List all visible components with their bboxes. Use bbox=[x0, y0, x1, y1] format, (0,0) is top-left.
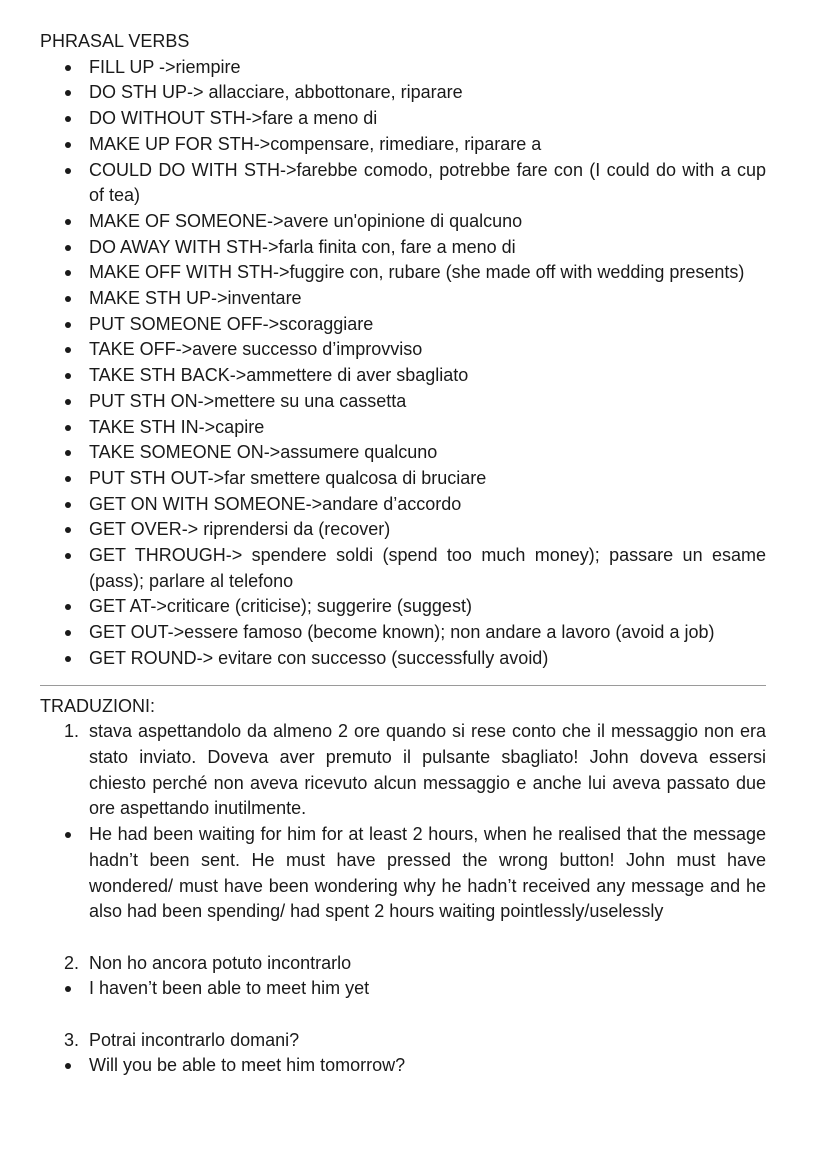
list-item-text: TAKE STH BACK->ammettere di aver sbagliato bbox=[89, 365, 469, 386]
bullet-icon bbox=[65, 399, 71, 405]
item-number: 2. bbox=[64, 952, 80, 973]
list-item bbox=[40, 466, 766, 492]
spacer bbox=[40, 925, 766, 951]
item-number: 1. bbox=[64, 721, 80, 742]
list-item-text: TAKE STH IN->capire bbox=[89, 416, 265, 437]
list-item-text: GET OUT->essere famoso (become known); non andare a lavoro (avoid a job) bbox=[89, 622, 715, 643]
list-item bbox=[40, 440, 766, 466]
traduzioni-heading: TRADUZIONI: bbox=[40, 695, 155, 716]
list-item-text: FILL UP ->riempire bbox=[89, 56, 241, 77]
bullet-icon bbox=[65, 116, 71, 122]
list-item-text: MAKE OF SOMEONE->avere un'opinione di qualcuno bbox=[89, 210, 523, 231]
list-item bbox=[40, 415, 766, 441]
bullet-icon bbox=[65, 90, 71, 96]
list-item-text: TAKE SOMEONE ON->assumere qualcuno bbox=[89, 442, 438, 463]
list-item-text: GET ON WITH SOMEONE->andare d’accordo bbox=[89, 493, 462, 514]
list-item-text: PUT SOMEONE OFF->scoraggiare bbox=[89, 313, 374, 334]
list-item-text: PUT STH ON->mettere su una cassetta bbox=[89, 390, 407, 411]
english-translation: He had been waiting for him for at least 2 hours, when he realised that the message hadn’t been sent. He must have pressed the wrong button! John must have wondered/ must have been wondering why he hadn’t received any message and he also had been spending/ had spent 2 hours waiting pointlessly/uselessly bbox=[89, 824, 766, 922]
bullet-icon bbox=[65, 270, 71, 276]
list-item bbox=[40, 976, 766, 1002]
bullet-icon bbox=[65, 604, 71, 610]
list-item bbox=[40, 363, 766, 389]
list-item-text: MAKE STH UP->inventare bbox=[89, 288, 302, 309]
bullet-icon bbox=[65, 142, 71, 148]
list-item bbox=[40, 106, 766, 132]
bullet-icon bbox=[65, 168, 71, 174]
list-item-text: GET THROUGH-> spendere soldi (spend too much money); passare un esame (pass); parlare al telefono bbox=[89, 545, 766, 591]
bullet-icon bbox=[65, 373, 71, 379]
english-translation: Will you be able to meet him tomorrow? bbox=[89, 1055, 406, 1076]
list-item bbox=[40, 517, 766, 543]
translation-list bbox=[40, 1053, 766, 1079]
spacer bbox=[40, 1002, 766, 1028]
list-item-text: DO WITHOUT STH->fare a meno di bbox=[89, 108, 378, 129]
bullet-icon bbox=[65, 832, 71, 838]
bullet-icon bbox=[65, 347, 71, 353]
bullet-icon bbox=[65, 425, 71, 431]
italian-sentence: Non ho ancora potuto incontrarlo bbox=[89, 952, 352, 973]
bullet-icon bbox=[65, 986, 71, 992]
list-item bbox=[40, 646, 766, 672]
list-item bbox=[40, 235, 766, 261]
bullet-icon bbox=[65, 527, 71, 533]
bullet-icon bbox=[65, 245, 71, 251]
bullet-icon bbox=[65, 1063, 71, 1069]
list-item-text: MAKE UP FOR STH->compensare, rimediare, riparare a bbox=[89, 133, 542, 154]
list-item bbox=[40, 620, 766, 646]
bullet-icon bbox=[65, 296, 71, 302]
italian-sentence: stava aspettandolo da almeno 2 ore quando si rese conto che il messaggio non era stato inviato. Doveva aver premuto il pulsante sbagliato! John doveva essersi chiesto perché non aveva ricevuto alcun messaggio e anche lui aveva passato due ore aspettando inutilmente. bbox=[89, 721, 766, 819]
bullet-icon bbox=[65, 476, 71, 482]
list-item bbox=[40, 209, 766, 235]
list-item-text: COULD DO WITH STH->farebbe comodo, potrebbe fare con (I could do with a cup of tea) bbox=[89, 159, 766, 206]
list-item-text: DO AWAY WITH STH->farla finita con, fare a meno di bbox=[89, 236, 516, 257]
list-item bbox=[40, 158, 766, 209]
list-item bbox=[40, 286, 766, 312]
list-item bbox=[40, 1053, 766, 1079]
translation-list bbox=[40, 822, 766, 925]
bullet-icon bbox=[65, 450, 71, 456]
list-item bbox=[40, 389, 766, 415]
phrasal-verbs-section bbox=[40, 29, 766, 672]
list-item-text: GET ROUND-> evitare con successo (successfully avoid) bbox=[89, 647, 549, 668]
list-item-text: MAKE OFF WITH STH->fuggire con, rubare (she made off with wedding presents) bbox=[89, 262, 745, 283]
bullet-icon bbox=[65, 322, 71, 328]
horizontal-divider bbox=[40, 685, 766, 686]
bullet-icon bbox=[65, 219, 71, 225]
bullet-icon bbox=[65, 65, 71, 71]
list-item bbox=[40, 337, 766, 363]
list-item-text: GET AT->criticare (criticise); suggerire (suggest) bbox=[89, 596, 472, 617]
list-item bbox=[40, 80, 766, 106]
list-item bbox=[40, 543, 766, 594]
english-translation: I haven’t been able to meet him yet bbox=[89, 978, 370, 999]
phrasal-verbs-heading: PHRASAL VERBS bbox=[40, 31, 190, 51]
numbered-item-1 bbox=[40, 719, 766, 822]
bullet-icon bbox=[65, 630, 71, 636]
translation-list bbox=[40, 976, 766, 1002]
bullet-icon bbox=[65, 502, 71, 508]
numbered-item-2 bbox=[40, 951, 766, 977]
italian-sentence: Potrai incontrarlo domani? bbox=[89, 1029, 300, 1050]
list-item-text: DO STH UP-> allacciare, abbottonare, riparare bbox=[89, 82, 463, 103]
list-item bbox=[40, 312, 766, 338]
bullet-icon bbox=[65, 656, 71, 662]
list-item bbox=[40, 822, 766, 925]
list-item bbox=[40, 594, 766, 620]
phrasal-verbs-list bbox=[40, 55, 766, 672]
list-item bbox=[40, 492, 766, 518]
list-item bbox=[40, 55, 766, 81]
numbered-item-3 bbox=[40, 1028, 766, 1054]
list-item bbox=[40, 260, 766, 286]
list-item-text: TAKE OFF->avere successo d’improvviso bbox=[89, 339, 423, 360]
traduzioni-section bbox=[40, 694, 766, 1080]
list-item-text: GET OVER-> riprendersi da (recover) bbox=[89, 519, 391, 540]
list-item-text: PUT STH OUT->far smettere qualcosa di bruciare bbox=[89, 467, 487, 488]
bullet-icon bbox=[65, 553, 71, 559]
list-item bbox=[40, 132, 766, 158]
item-number: 3. bbox=[64, 1029, 80, 1050]
